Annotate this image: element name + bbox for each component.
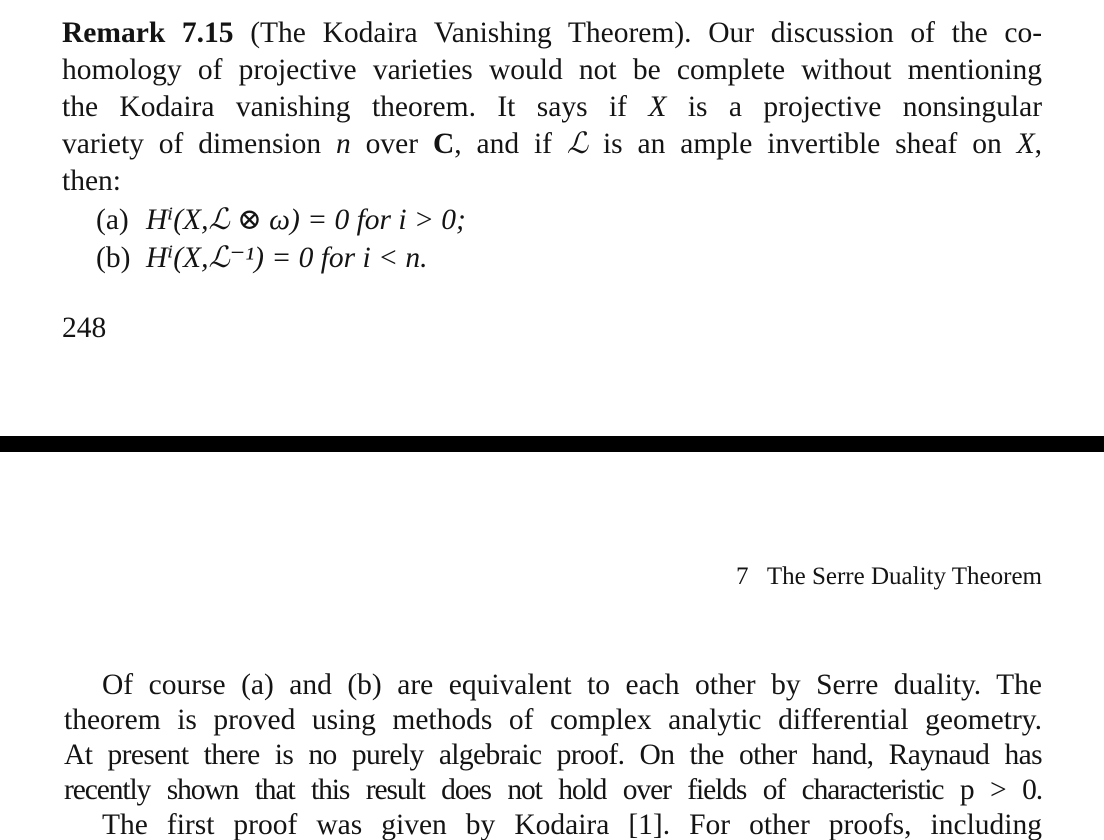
remark-text: the Kodaira vanishing theorem. It says if: [62, 91, 627, 123]
remark-text: , and if: [454, 128, 552, 160]
remark-heading: Remark 7.15: [62, 17, 234, 49]
remark-title: (The Kodaira Vanishing Theorem).: [250, 17, 692, 49]
remark-text: is a projective nonsingular: [687, 91, 1043, 123]
remark-text: Our discussion of the co-: [708, 17, 1043, 49]
chapter-title: The Serre Duality Theorem: [766, 563, 1042, 590]
page-number: 248: [62, 312, 107, 344]
page-divider: [0, 436, 1104, 452]
item-formula: Hⁱ(X,ℒ⁻¹) = 0 for i < n.: [146, 242, 428, 274]
body-line: At present there is no purely algebraic proof. On the other hand, Raynaud has: [64, 739, 1042, 771]
remark-text: is an ample invertible sheaf on: [602, 128, 1002, 160]
remark-text: variety of dimension: [62, 128, 322, 160]
remark-text: then:: [62, 165, 121, 197]
math-symbol: n: [336, 128, 351, 160]
body-line: The first proof was given by Kodaira [1]. For other proofs, including: [102, 809, 1042, 840]
remark-paragraph: [62, 15, 1042, 200]
body-line: recently shown that this result does not hold over fields of characteristic p > 0.: [64, 774, 1042, 806]
item-label: (b): [96, 242, 131, 274]
item-label: (a): [96, 204, 129, 236]
lower-page: [0, 452, 1104, 840]
math-symbol: ℒ: [566, 128, 589, 160]
chapter-number: 7: [736, 563, 749, 590]
body-line: theorem is proved using methods of complex analytic differential geometry.: [64, 704, 1042, 736]
item-a: [96, 201, 466, 239]
running-head: [736, 562, 1042, 592]
math-symbol: C: [432, 128, 455, 160]
item-b: [96, 239, 466, 277]
math-symbol: X: [648, 91, 667, 123]
body-paragraph: [64, 668, 1042, 840]
remark-text: homology of projective varieties would not be complete without mentioning: [62, 54, 1042, 86]
math-symbol: X: [1016, 128, 1035, 160]
theorem-items: [96, 201, 466, 277]
body-line: Of course (a) and (b) are equivalent to each other by Serre duality. The: [102, 669, 1042, 701]
remark-text: ,: [1034, 128, 1043, 160]
item-formula: Hⁱ(X,ℒ ⊗ ω) = 0 for i > 0;: [146, 204, 466, 236]
remark-text: over: [365, 128, 419, 160]
